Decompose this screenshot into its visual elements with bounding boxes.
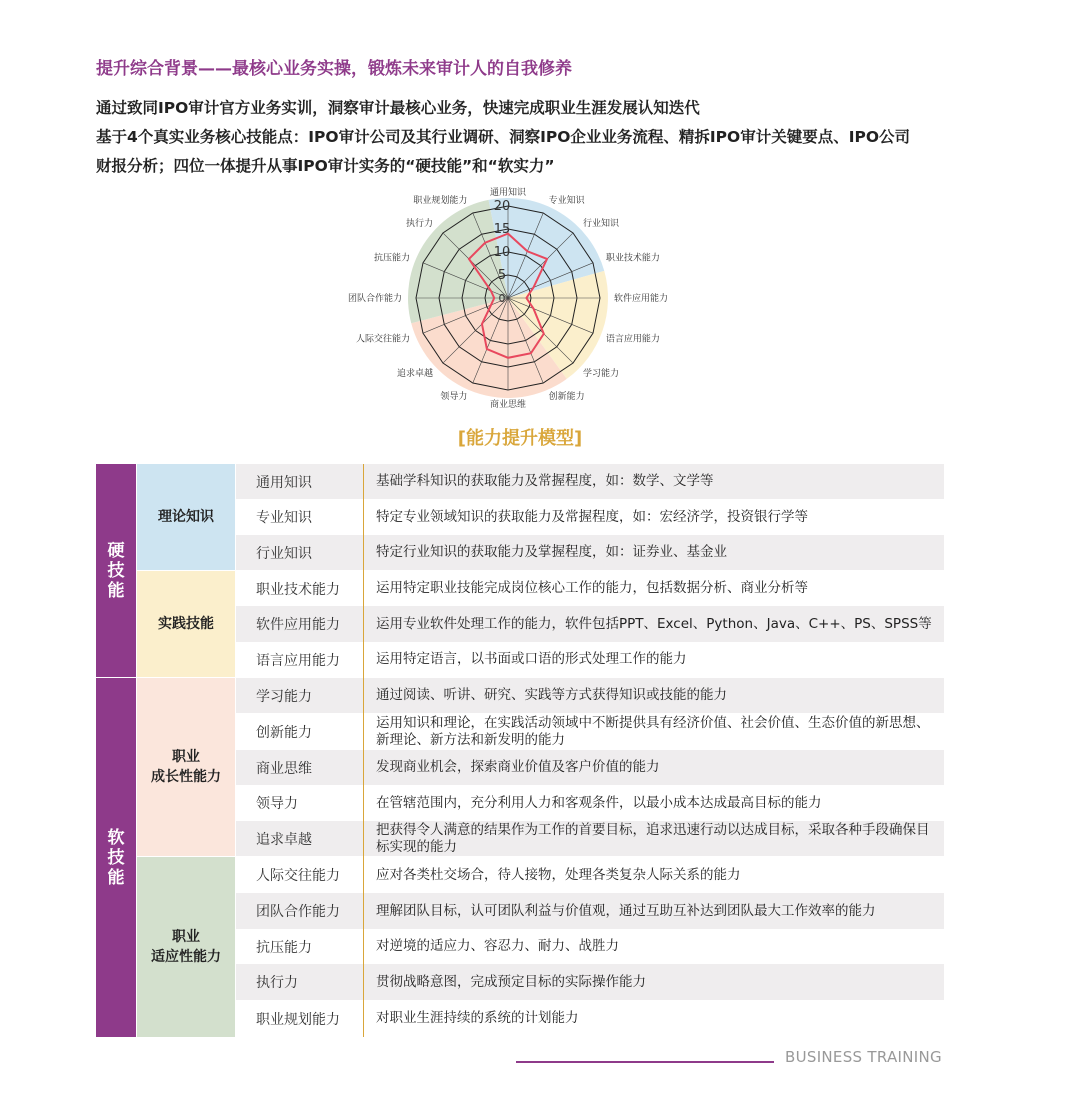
table-row xyxy=(236,464,944,499)
row-name: 执行力 xyxy=(256,975,298,991)
table-row xyxy=(236,785,944,821)
table-row xyxy=(236,606,944,642)
row-desc: 运用特定职业技能完成岗位核心工作的能力，包括数据分析、商业分析等 xyxy=(376,580,808,596)
radar-category-label: 执行力 xyxy=(406,219,434,230)
group-label: 硬 技 能 xyxy=(107,540,125,601)
radar-category-label: 领导力 xyxy=(440,391,468,402)
table-row xyxy=(236,750,944,785)
group-soft-skills xyxy=(96,678,136,1037)
intro-line-1: 通过致同IPO审计官方业务实训，洞察审计最核心业务，快速完成职业生涯发展认知迭代 xyxy=(96,99,700,117)
radar-category-label: 语言应用能力 xyxy=(605,334,660,345)
row-desc: 理解团队目标，认可团队利益与价值观，通过互助互补达到团队最大工作效率的能力 xyxy=(376,902,876,919)
row-desc: 把获得令人满意的结果作为工作的首要目标，追求迅速行动以达成目标，采取各种手段确保目标实现的能力 xyxy=(376,821,930,855)
intro-line-2: 基于4个真实业务核心技能点：IPO审计公司及其行业调研、洞察IPO企业业务流程、精拆IPO审计关键要点、IPO公司 xyxy=(96,128,911,146)
radar-category-label: 行业知识 xyxy=(582,219,619,230)
table-row xyxy=(236,893,944,929)
row-name: 商业思维 xyxy=(256,760,312,777)
subgroup-theory-knowledge xyxy=(137,464,235,570)
radar-tick-label: 10 xyxy=(493,245,511,260)
radar-category-label: 职业技术能力 xyxy=(605,253,660,264)
row-name: 团队合作能力 xyxy=(256,904,340,920)
radar-category-label: 团队合作能力 xyxy=(347,294,402,304)
table-row xyxy=(236,713,944,750)
row-desc: 在管辖范围内，充分利用人力和客观条件，以最小成本达成最高目标的能力 xyxy=(376,794,822,811)
row-name: 追求卓越 xyxy=(256,831,312,848)
row-name: 领导力 xyxy=(256,796,298,812)
row-desc: 通过阅读、听讲、研究、实践等方式获得知识或技能的能力 xyxy=(376,687,727,703)
page-heading: 提升综合背景——最核心业务实操，锻炼未来审计人的自我修养 xyxy=(96,59,572,79)
group-label: 软 技 能 xyxy=(107,827,125,888)
radar-category-label: 创新能力 xyxy=(548,391,585,402)
table-row xyxy=(236,678,944,713)
row-name: 创新能力 xyxy=(256,724,312,741)
ability-table xyxy=(96,464,944,1037)
table-row xyxy=(236,821,944,856)
table-row xyxy=(236,857,944,893)
footer-label: BUSINESS TRAINING xyxy=(785,1048,942,1066)
row-desc: 运用知识和理论，在实践活动领域中不断提供具有经济价值、社会价值、生态价值的新思想、新理论、新方法和新发明的能力 xyxy=(376,714,930,748)
radar-category-label: 通用知识 xyxy=(489,188,527,198)
radar-category-label: 商业思维 xyxy=(489,400,527,410)
radar-tick-label: 5 xyxy=(497,268,507,283)
row-name: 行业知识 xyxy=(256,545,312,562)
subgroup-label: 职业 适应性能力 xyxy=(151,929,221,965)
radar-tick-label: 20 xyxy=(493,199,511,214)
radar-category-label: 抗压能力 xyxy=(374,253,411,264)
row-name: 学习能力 xyxy=(256,688,312,705)
table-row xyxy=(236,571,944,606)
table-row xyxy=(236,929,944,964)
row-name: 软件应用能力 xyxy=(256,617,340,633)
row-name: 通用知识 xyxy=(256,474,312,491)
row-desc: 特定专业领域知识的获取能力及常握程度，如：宏经济学，投资银行学等 xyxy=(376,508,808,525)
radar-category-label: 职业规划能力 xyxy=(413,196,468,207)
subgroup-label: 职业 成长性能力 xyxy=(151,749,221,785)
radar-category-label: 专业知识 xyxy=(548,196,585,207)
subgroup-career-adaptability xyxy=(137,857,235,1037)
radar-tick-label: 0 xyxy=(498,292,506,305)
radar-category-label: 人际交往能力 xyxy=(356,334,411,345)
row-name: 人际交往能力 xyxy=(256,868,340,884)
row-desc: 发现商业机会，探索商业价值及客户价值的能力 xyxy=(376,759,660,775)
row-desc: 对逆境的适应力、容忍力、耐力、战胜力 xyxy=(376,938,619,954)
table-row xyxy=(236,535,944,570)
row-desc: 特定行业知识的获取能力及掌握程度，如：证券业、基金业 xyxy=(376,544,727,560)
radar-category-label: 软件应用能力 xyxy=(614,294,669,304)
subgroup-practice-skills xyxy=(137,571,235,677)
intro-text xyxy=(96,94,956,181)
row-desc: 运用专业软件处理工作的能力，软件包括PPT、Excel、Python、Java、C++、PS、SPSS等 xyxy=(376,615,932,632)
radar-tick-label: 15 xyxy=(493,222,511,237)
table-row xyxy=(236,1000,944,1037)
table-row xyxy=(236,964,944,1000)
table-row xyxy=(236,642,944,677)
row-name: 专业知识 xyxy=(256,510,312,526)
row-desc: 运用特定语言，以书面或口语的形式处理工作的能力 xyxy=(376,651,687,667)
chart-caption: [能力提升模型] xyxy=(457,428,583,449)
row-desc: 应对各类杜交场合，待人接物，处理各类复杂人际关系的能力 xyxy=(376,866,741,883)
subgroup-label: 实践技能 xyxy=(158,616,214,632)
row-name: 抗压能力 xyxy=(256,939,312,956)
row-desc: 基础学科知识的获取能力及常握程度，如：数学、文学等 xyxy=(376,473,714,489)
group-hard-skills xyxy=(96,464,136,677)
column-divider xyxy=(363,464,364,1037)
row-name: 语言应用能力 xyxy=(256,652,340,669)
radar-category-label: 追求卓越 xyxy=(397,368,434,379)
row-name: 职业规划能力 xyxy=(256,1011,340,1028)
row-desc: 对职业生涯持续的系统的计划能力 xyxy=(376,1010,579,1026)
ability-radar-chart xyxy=(330,186,690,422)
subgroup-career-growth xyxy=(137,678,235,856)
table-row xyxy=(236,499,944,535)
radar-category-label: 学习能力 xyxy=(582,368,619,379)
row-name: 职业技术能力 xyxy=(256,581,340,598)
subgroup-label: 理论知识 xyxy=(158,509,214,525)
footer-rule xyxy=(516,1061,774,1063)
intro-line-3: 财报分析；四位一体提升从事IPO审计实务的“硬技能”和“软实力” xyxy=(96,157,555,175)
row-desc: 贯彻战略意图，完成预定目标的实际操作能力 xyxy=(376,973,646,990)
